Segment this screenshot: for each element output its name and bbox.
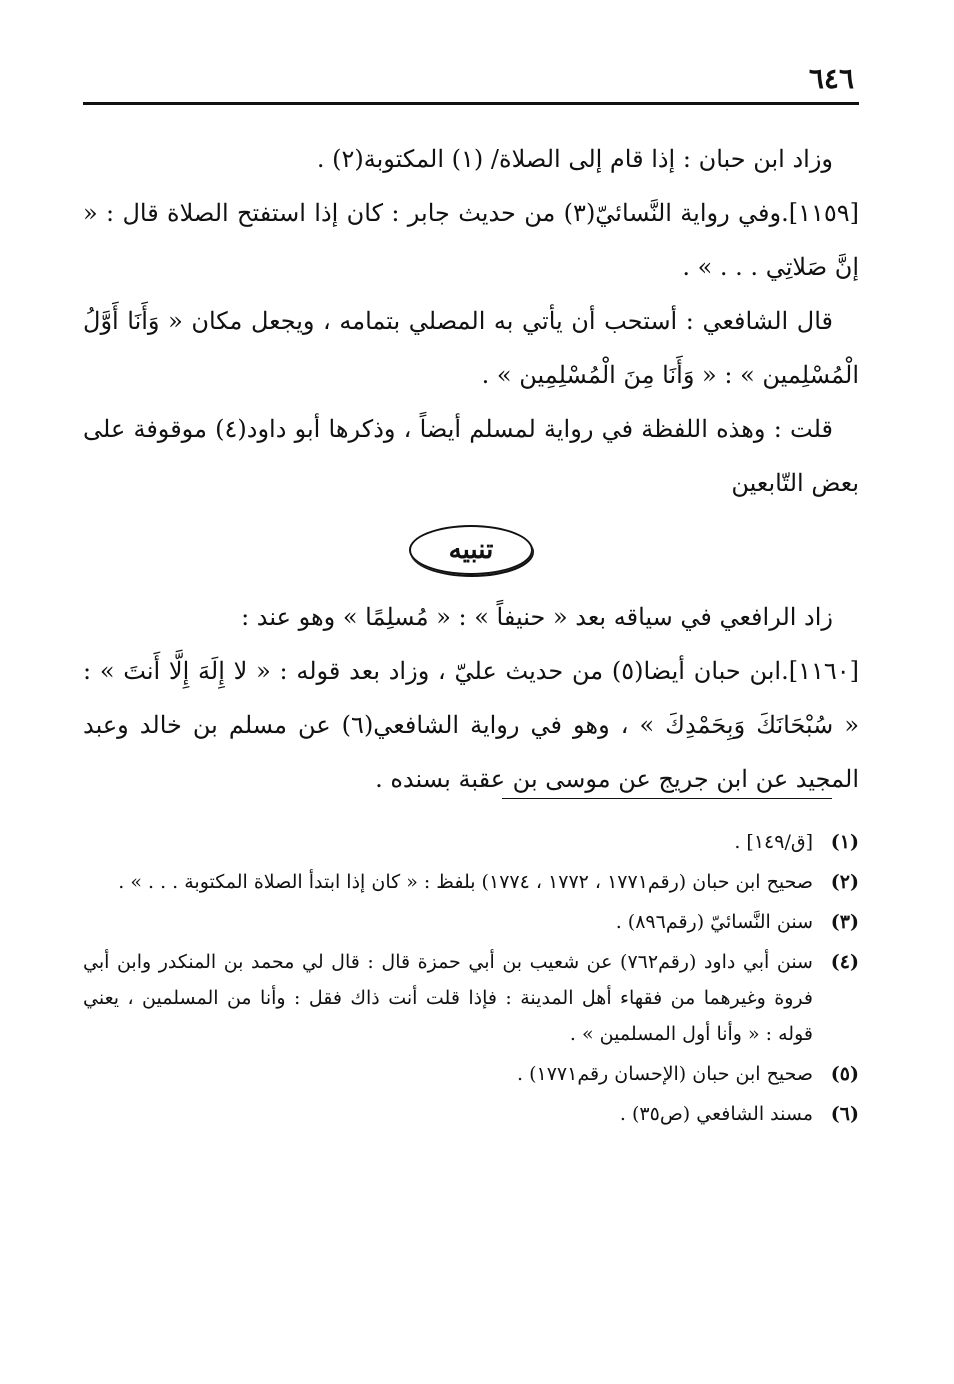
section-heading-container bbox=[83, 510, 859, 590]
section-heading: تنبيه bbox=[409, 525, 534, 575]
paragraph: زاد الرافعي في سياقه بعد « حنيفاً » : « مُسلِمًا » وهو عند : bbox=[241, 603, 833, 631]
main-text bbox=[83, 132, 859, 806]
footnote bbox=[83, 1096, 859, 1132]
paragraph: قال الشافعي : أستحب أن يأتي به المصلي بتمامه ، ويجعل مكان « وَأَنَا أَوَّلُ الْمُسْلِمين » : « وَأَنَا مِنَ الْمُسْلِمِين » . bbox=[83, 307, 859, 389]
footnote-text: [ق/١٤٩] . bbox=[734, 831, 813, 853]
footnote bbox=[83, 864, 859, 900]
paragraph: [١١٥٩].وفي رواية النَّسائيّ(٣) من حديث جابر : كان إذا استفتح الصلاة قال : « إنَّ صَلاتِي . . . » . bbox=[83, 199, 860, 281]
footnote bbox=[83, 1056, 859, 1092]
footnote-text: صحيح ابن حبان (رقم١٧٧١ ، ١٧٧٢ ، ١٧٧٤) بلفظ : « كان إذا ابتدأ الصلاة المكتوبة . . . » . bbox=[118, 871, 813, 893]
footnote bbox=[83, 944, 859, 1052]
header-rule bbox=[83, 102, 859, 105]
paragraph: قلت : وهذه اللفظة في رواية لمسلم أيضاً ، وذكرها أبو داود(٤) موقوفة على بعض التّابعين bbox=[83, 415, 859, 497]
footnote-text: مسند الشافعي (ص٣٥) . bbox=[619, 1103, 813, 1125]
footnote-number: (٦) bbox=[830, 1103, 859, 1125]
footnotes bbox=[83, 824, 859, 1136]
footnote-number: (١) bbox=[830, 831, 859, 853]
footnote-number: (٤) bbox=[830, 951, 859, 973]
footnote-number: (٥) bbox=[830, 1063, 859, 1085]
page-number: ٦٤٦ bbox=[808, 62, 854, 95]
footnote-number: (٢) bbox=[830, 871, 859, 893]
footnote-text: صحيح ابن حبان (الإحسان رقم١٧٧١) . bbox=[516, 1063, 813, 1085]
paragraph: [١١٦٠].ابن حبان أيضا(٥) من حديث عليّ ، وزاد بعد قوله : « لا إِلَهَ إِلَّا أَنتَ » : « سُبْحَانَكَ وَبِحَمْدِكَ » ، وهو في رواية الشافعي(٦) عن مسلم بن خالد وعبد المجيد عن ابن جريج عن موسى بن عقبة بسنده . bbox=[83, 657, 860, 793]
footnote-text: سنن أبي داود (رقم٧٦٢) عن شعيب بن أبي حمزة قال : قال لي محمد بن المنكدر وابن أبي فروة وغيرهما من فقهاء أهل المدينة : فإذا قلت أنت ذاك فقل : وأنا من المسلمين ، يعني قوله : « وأنا أول المسلمين » . bbox=[83, 951, 813, 1045]
footnote bbox=[83, 904, 859, 940]
footnote-separator bbox=[502, 798, 832, 799]
footnote-number: (٣) bbox=[830, 911, 859, 933]
paragraph: وزاد ابن حبان : إذا قام إلى الصلاة/ (١) المكتوبة(٢) . bbox=[316, 145, 833, 173]
footnote-text: سنن النَّسائيّ (رقم٨٩٦) . bbox=[615, 911, 813, 933]
footnote bbox=[83, 824, 859, 860]
